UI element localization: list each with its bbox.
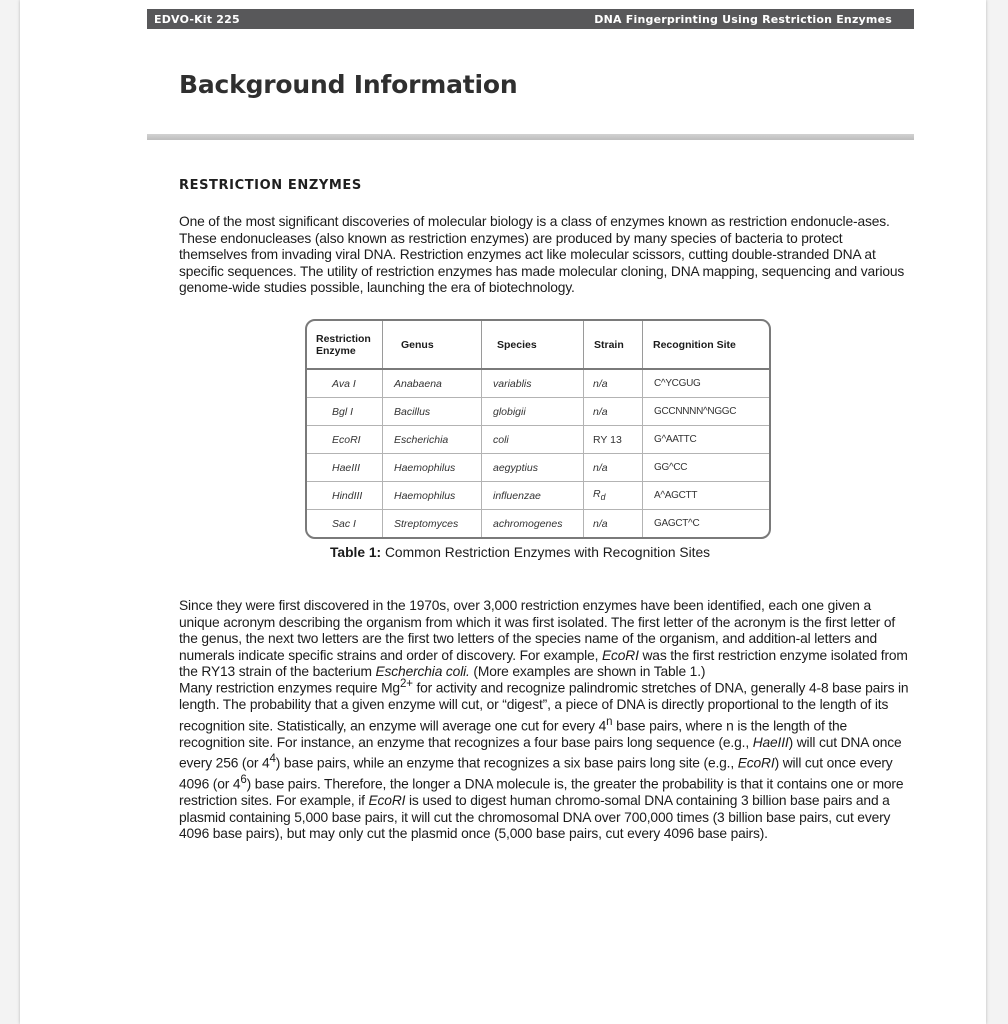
- species-cell: aegyptius: [482, 454, 584, 482]
- strain-cell: n/a: [584, 454, 643, 482]
- enzyme-cell: Ava I: [307, 369, 383, 398]
- site-cell: GAGCT^C: [643, 510, 770, 538]
- enzyme-table-frame: [305, 319, 771, 539]
- column-header: Strain: [584, 321, 643, 369]
- history-paragraph: Since they were first discovered in the 1970s, over 3,000 restriction enzymes have been identified, each one given a unique acronym describing the organism from which it was first isolated. The first letter of the acronym is the first letter of the genus, the next two letters are the first two letters of the species name of the organism, and addition-al letters and numerals indicate specific strains and order of discovery. For example, EcoRI was the first restriction enzyme isolated from the RY13 strain of the bacterium Escherchia coli. (More examples are shown in Table 1.): [179, 598, 908, 679]
- enzyme-cell: Sac I: [307, 510, 383, 538]
- table-row: [307, 398, 769, 426]
- species-cell: coli: [482, 426, 584, 454]
- site-cell: C^YCGUG: [654, 378, 701, 389]
- species-cell: globigii: [482, 398, 584, 426]
- table-caption: [330, 545, 710, 560]
- enzyme-cell: EcoRI: [307, 426, 383, 454]
- site-cell: G^AATTC: [643, 426, 770, 454]
- enzyme-table: [307, 321, 769, 537]
- genus-cell: Anabaena: [383, 369, 482, 398]
- enzyme-cell: Bgl I: [307, 398, 383, 426]
- site-cell: GCCNNNN^NGGC: [643, 398, 770, 426]
- column-header: Restriction Enzyme: [307, 321, 383, 369]
- kit-label: EDVO-Kit 225: [154, 12, 240, 26]
- column-header: Genus: [383, 321, 482, 369]
- genus-cell: Bacillus: [383, 398, 482, 426]
- genus-cell: Escherichia: [383, 426, 482, 454]
- strain-cell: RY 13: [584, 426, 643, 454]
- strain-cell: [584, 482, 643, 510]
- probability-paragraph: Many restriction enzymes require $Mg^{2+}$ for activity and recognize palindromic stretches of DNA, generally 4-8 base pairs in length. The probability that a given enzyme will cut, or “digest”, a piece of DNA is directly proportional to the length of its recognition site. Statistically, an enzyme will average one cut for every 4$^n$ base pairs, where n is the length of the recognition site. For instance, an enzyme that recognizes a four base pairs long sequence (e.g., HaeIII) will cut DNA once every 256 (or $4^4$) base pairs, while an enzyme that recognizes a six base pairs long site (e.g., EcoRI) will cut once every 4096 (or $4^6$) base pairs. Therefore, the longer a DNA molecule is, the greater the probability is that it contains one or more restriction sites. For example, if EcoRI is used to digest human chromo-somal DNA containing 3 billion base pairs and a plasmid containing 5,000 base pairs, it will cut the chromosomal DNA over 700,000 times (3 billion base pairs, cut every 4096 base pairs), but may only cut the plasmid once (5,000 base pairs, cut every 4096 base pairs).: [179, 678, 909, 842]
- page-title: Background Information: [179, 70, 518, 99]
- table-row: [307, 454, 769, 482]
- caption-text: Common Restriction Enzymes with Recognition Sites: [384, 545, 711, 560]
- intro-paragraph: One of the most significant discoveries of molecular biology is a class of enzymes known as restriction endonucle-ases. These endonucleases (also known as restriction enzymes) are produced by many species of bacteria to protect themselves from invading viral DNA. Restriction enzymes act like molecular scissors, cutting double-stranded DNA at specific sequences. The utility of restriction enzymes has made molecular cloning, DNA mapping, sequencing and various genome-wide studies possible, launching the era of biotechnology.: [179, 214, 905, 295]
- genus-cell: Streptomyces: [383, 510, 482, 538]
- table-row: [307, 482, 769, 510]
- species-cell: variablis: [482, 369, 584, 398]
- strain-value: R: [593, 488, 601, 501]
- site-cell: GG^CC: [643, 454, 770, 482]
- column-header: Species: [482, 321, 584, 369]
- enzyme-cell: HaeIII: [307, 454, 383, 482]
- strain-cell: n/a: [584, 510, 643, 538]
- strain-cell: n/a: [584, 369, 643, 398]
- strain-cell: n/a: [584, 398, 643, 426]
- title-divider: [147, 134, 914, 140]
- running-header: [147, 9, 914, 29]
- section-title: RESTRICTION ENZYMES: [179, 178, 362, 193]
- table-row: [307, 510, 769, 538]
- table-row: [307, 426, 769, 454]
- strain-subscript: d: [600, 492, 606, 503]
- species-cell: achromogenes: [482, 510, 584, 538]
- genus-cell: Haemophilus: [383, 454, 482, 482]
- header-title: DNA Fingerprinting Using Restriction Enzymes: [594, 12, 892, 26]
- enzyme-cell: HindIII: [307, 482, 383, 510]
- column-header: Recognition Site: [643, 321, 770, 369]
- caption-label: Table 1:: [330, 545, 382, 560]
- species-cell: influenzae: [482, 482, 584, 510]
- table-header-row: [307, 321, 769, 369]
- table-row: [307, 369, 769, 398]
- genus-cell: Haemophilus: [383, 482, 482, 510]
- site-cell: A^AGCTT: [643, 482, 770, 510]
